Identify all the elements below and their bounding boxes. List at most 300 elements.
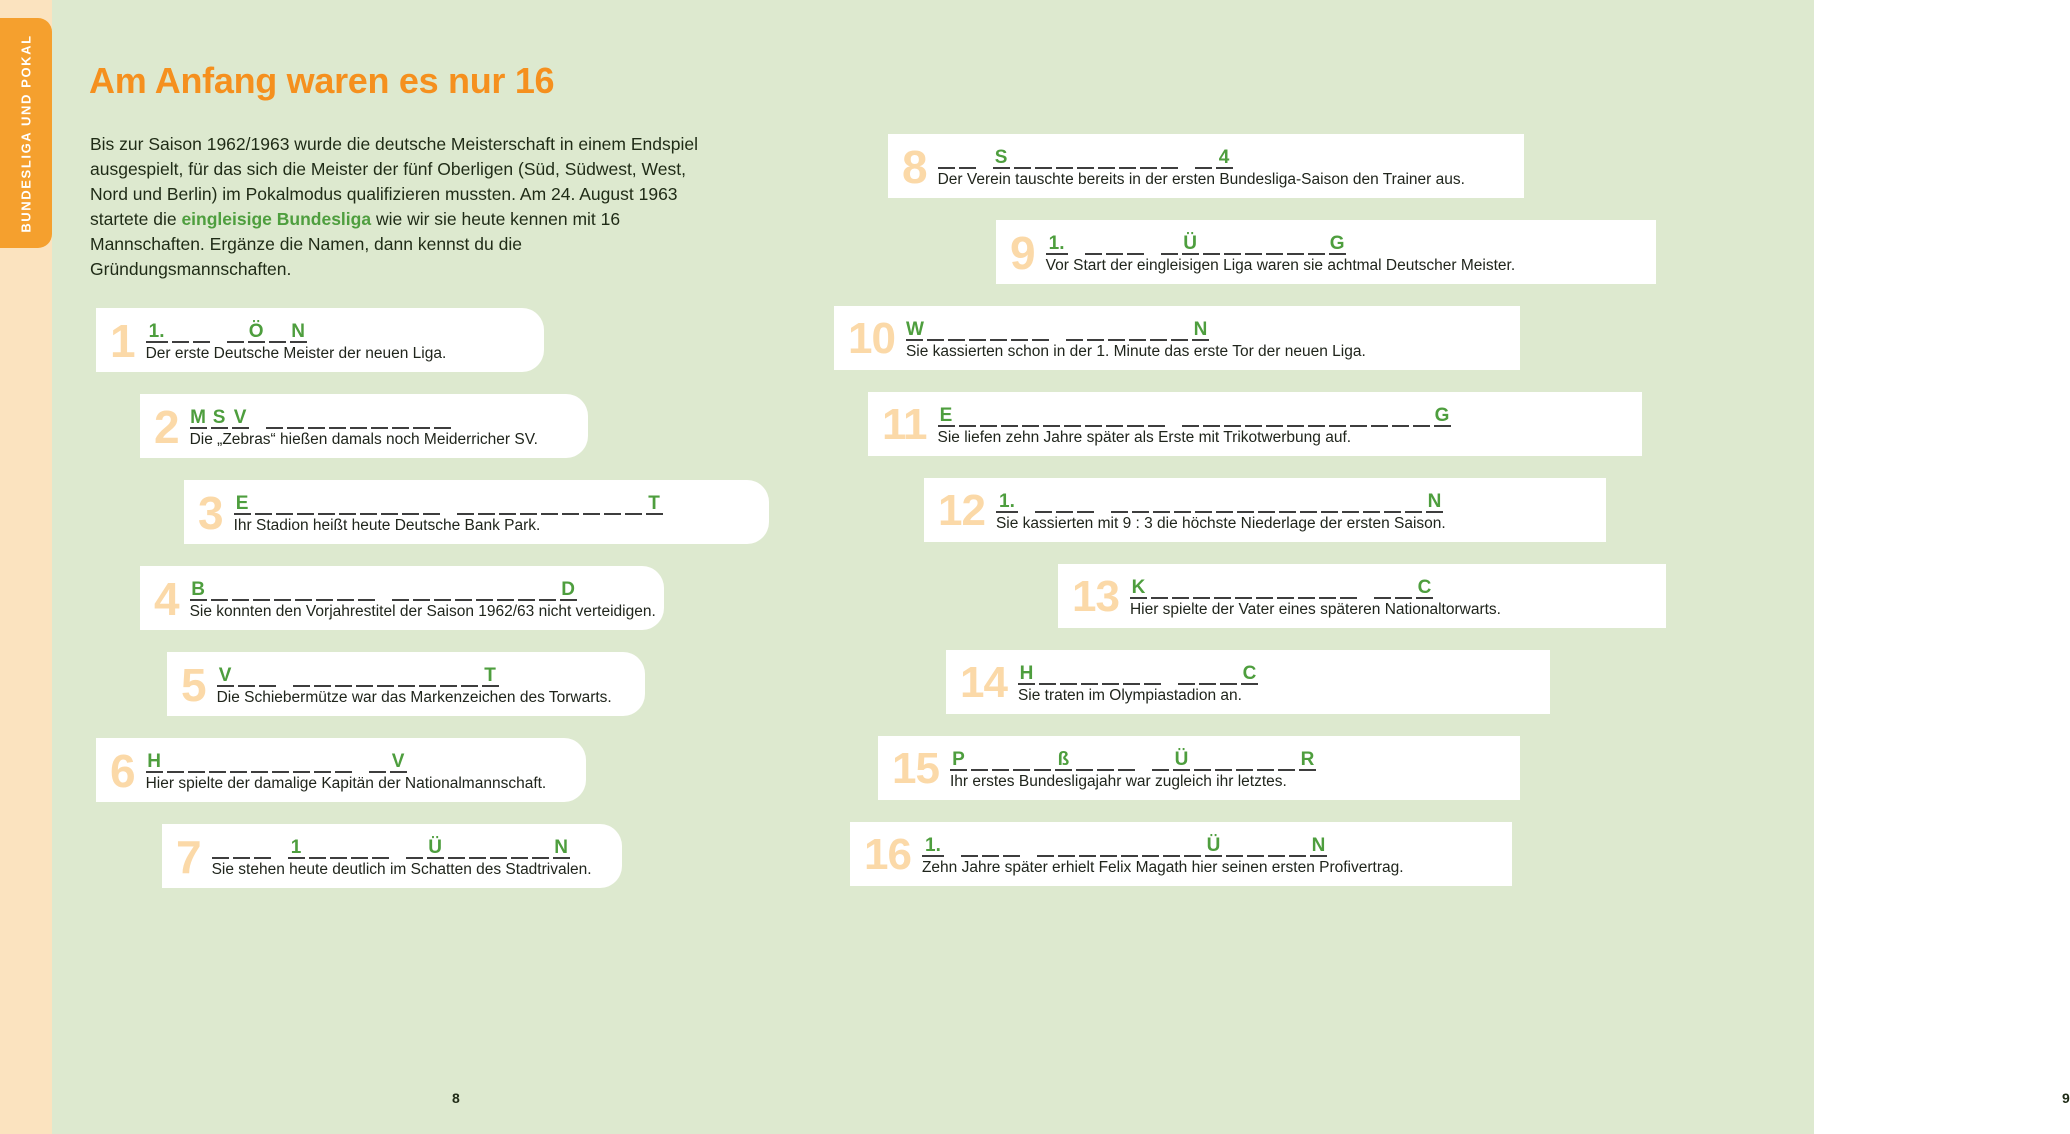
puzzle-answer-slots[interactable] xyxy=(950,745,1320,771)
blank-slot[interactable] xyxy=(295,579,312,601)
blank-slot[interactable] xyxy=(351,837,368,859)
blank-slot[interactable] xyxy=(1171,319,1188,341)
intro-highlight: eingleisige Bundesliga xyxy=(181,208,372,229)
blank-slot[interactable] xyxy=(1245,233,1262,255)
puzzle-card[interactable] xyxy=(162,824,622,888)
blank-slot[interactable] xyxy=(1256,577,1273,599)
blank-slot[interactable] xyxy=(499,493,516,515)
blank-slot[interactable] xyxy=(1278,749,1295,771)
blank-slot[interactable] xyxy=(520,493,537,515)
puzzle-answer-slots[interactable] xyxy=(234,489,667,515)
puzzle-card-inner xyxy=(868,392,1455,456)
blank-slot[interactable] xyxy=(1178,663,1195,685)
blank-slot[interactable] xyxy=(1111,491,1128,513)
given-letter[interactable]: Ü xyxy=(428,837,442,858)
folio-right: 9 xyxy=(2062,1090,2070,1106)
puzzle-card[interactable] xyxy=(868,392,1642,456)
given-letter[interactable]: 1. xyxy=(146,321,168,343)
given-letter[interactable]: W xyxy=(905,319,924,340)
blank-slot[interactable] xyxy=(518,579,535,601)
blank-slot[interactable] xyxy=(1097,749,1114,771)
blank-slot[interactable] xyxy=(293,665,310,687)
given-letter[interactable]: V xyxy=(232,407,249,429)
puzzle-card[interactable] xyxy=(96,738,586,802)
blank-slot[interactable] xyxy=(1224,233,1241,255)
puzzle-item-number: 10 xyxy=(848,314,895,363)
blank-slot[interactable] xyxy=(938,147,955,169)
blank-slot[interactable] xyxy=(233,837,250,859)
puzzle-item-hint: Sie konnten den Vorjahrestitel der Saison 1962/63 nicht verteidigen. xyxy=(189,603,656,620)
blank-slot[interactable] xyxy=(1011,319,1028,341)
blank-slot[interactable] xyxy=(212,837,229,859)
given-letter[interactable]: R xyxy=(1300,749,1315,770)
blank-slot[interactable] xyxy=(329,407,346,429)
blank-slot[interactable] xyxy=(434,407,451,429)
puzzle-item-number: 13 xyxy=(1072,572,1119,621)
blank-slot[interactable] xyxy=(1195,491,1212,513)
blank-slot[interactable] xyxy=(1161,147,1178,169)
blank-slot[interactable] xyxy=(478,493,495,515)
blank-slot[interactable] xyxy=(211,579,228,601)
given-letter[interactable]: V xyxy=(390,751,407,773)
blank-slot[interactable] xyxy=(1245,405,1262,427)
blank-slot[interactable] xyxy=(604,493,621,515)
puzzle-item-body xyxy=(938,401,1455,447)
blank-slot[interactable] xyxy=(1022,405,1039,427)
puzzle-answer-slots[interactable] xyxy=(212,833,592,859)
blank-slot[interactable] xyxy=(583,493,600,515)
blank-slot[interactable] xyxy=(1413,405,1430,427)
blank-slot[interactable] xyxy=(369,751,386,773)
puzzle-card-inner xyxy=(878,736,1320,800)
blank-slot[interactable] xyxy=(392,579,409,601)
puzzle-item-hint: Der erste Deutsche Meister der neuen Liga. xyxy=(145,345,447,362)
blank-slot[interactable] xyxy=(1266,405,1283,427)
puzzle-item-number: 14 xyxy=(960,658,1007,707)
puzzle-answer-slots[interactable] xyxy=(938,143,1465,169)
puzzle-item-hint: Sie traten im Olympiastadion an. xyxy=(1017,687,1242,704)
given-letter[interactable]: N xyxy=(1311,835,1326,856)
blank-slot[interactable] xyxy=(455,579,472,601)
blank-slot[interactable] xyxy=(293,751,310,773)
puzzle-item-number: 7 xyxy=(176,831,201,883)
blank-slot[interactable] xyxy=(266,407,283,429)
puzzle-card[interactable] xyxy=(924,478,1606,542)
blank-slot[interactable] xyxy=(1001,405,1018,427)
blank-slot[interactable] xyxy=(238,665,255,687)
blank-slot[interactable] xyxy=(948,319,965,341)
blank-slot[interactable] xyxy=(476,579,493,601)
blank-slot[interactable] xyxy=(1247,835,1264,857)
puzzle-card[interactable] xyxy=(888,134,1524,198)
blank-slot[interactable] xyxy=(1060,663,1077,685)
blank-slot[interactable] xyxy=(1035,147,1052,169)
given-letter[interactable]: P xyxy=(950,749,967,771)
blank-slot[interactable] xyxy=(1144,663,1161,685)
blank-slot[interactable] xyxy=(1279,491,1296,513)
puzzle-card-inner xyxy=(162,824,592,888)
puzzle-answer-slots[interactable] xyxy=(217,661,612,687)
blank-slot[interactable] xyxy=(1329,405,1346,427)
blank-slot[interactable] xyxy=(1152,749,1169,771)
given-letter[interactable]: K xyxy=(1131,577,1146,598)
blank-slot[interactable] xyxy=(392,407,409,429)
blank-slot[interactable] xyxy=(1127,233,1144,255)
blank-slot[interactable] xyxy=(1087,319,1104,341)
blank-slot[interactable] xyxy=(398,665,415,687)
puzzle-item-body xyxy=(996,487,1447,533)
blank-slot[interactable] xyxy=(188,751,205,773)
blank-slot[interactable] xyxy=(1132,491,1149,513)
blank-slot[interactable] xyxy=(1194,749,1211,771)
blank-slot[interactable] xyxy=(1193,577,1210,599)
puzzle-card[interactable] xyxy=(1058,564,1666,628)
blank-slot[interactable] xyxy=(1148,405,1165,427)
blank-slot[interactable] xyxy=(1203,233,1220,255)
blank-slot[interactable] xyxy=(1203,405,1220,427)
blank-slot[interactable] xyxy=(1076,749,1093,771)
given-letter[interactable]: H xyxy=(147,751,161,772)
blank-slot[interactable] xyxy=(1289,835,1306,857)
given-letter[interactable]: S xyxy=(211,407,228,429)
blank-slot[interactable] xyxy=(1079,835,1096,857)
puzzle-answer-slots[interactable] xyxy=(922,831,1404,857)
blank-slot[interactable] xyxy=(1077,147,1094,169)
puzzle-answer-slots[interactable] xyxy=(190,575,656,601)
blank-slot[interactable] xyxy=(1268,835,1285,857)
blank-slot[interactable] xyxy=(1153,491,1170,513)
blank-slot[interactable] xyxy=(1066,319,1083,341)
puzzle-item-hint: Sie liefen zehn Jahre später als Erste mit Trikotwerbung auf. xyxy=(937,429,1352,446)
blank-slot[interactable] xyxy=(1142,835,1159,857)
blank-slot[interactable] xyxy=(406,837,423,859)
given-letter[interactable]: T xyxy=(482,665,499,687)
blank-slot[interactable] xyxy=(413,407,430,429)
blank-slot[interactable] xyxy=(314,751,331,773)
blank-slot[interactable] xyxy=(402,493,419,515)
blank-slot[interactable] xyxy=(980,405,997,427)
puzzle-card-inner xyxy=(924,478,1447,542)
given-letter[interactable]: Ü xyxy=(1183,233,1197,254)
puzzle-answer-slots[interactable] xyxy=(1130,573,1501,599)
puzzle-card[interactable] xyxy=(878,736,1520,800)
blank-slot[interactable] xyxy=(419,665,436,687)
blank-slot[interactable] xyxy=(1014,147,1031,169)
blank-slot[interactable] xyxy=(1039,663,1056,685)
blank-slot[interactable] xyxy=(625,493,642,515)
blank-slot[interactable] xyxy=(1129,319,1146,341)
blank-slot[interactable] xyxy=(461,665,478,687)
given-letter[interactable]: 1. xyxy=(996,491,1018,513)
blank-slot[interactable] xyxy=(1199,663,1216,685)
blank-slot[interactable] xyxy=(982,835,999,857)
blank-slot[interactable] xyxy=(1235,577,1252,599)
blank-slot[interactable] xyxy=(1151,577,1168,599)
blank-slot[interactable] xyxy=(497,579,514,601)
blank-slot[interactable] xyxy=(1100,835,1117,857)
blank-slot[interactable] xyxy=(1216,491,1233,513)
blank-slot[interactable] xyxy=(1081,663,1098,685)
blank-slot[interactable] xyxy=(1287,405,1304,427)
blank-slot[interactable] xyxy=(1214,577,1231,599)
blank-slot[interactable] xyxy=(335,751,352,773)
given-letter[interactable]: D xyxy=(561,579,575,600)
blank-slot[interactable] xyxy=(539,579,556,601)
puzzle-card-inner xyxy=(140,394,538,458)
given-letter[interactable]: M xyxy=(190,407,206,428)
given-letter[interactable]: S xyxy=(993,147,1010,169)
given-letter[interactable]: E xyxy=(938,405,955,427)
blank-slot[interactable] xyxy=(457,493,474,515)
given-letter[interactable]: 1. xyxy=(1046,233,1068,255)
puzzle-answer-slots[interactable] xyxy=(996,487,1447,513)
blank-slot[interactable] xyxy=(269,321,286,343)
blank-slot[interactable] xyxy=(1371,405,1388,427)
blank-slot[interactable] xyxy=(337,579,354,601)
blank-slot[interactable] xyxy=(1150,319,1167,341)
blank-slot[interactable] xyxy=(360,493,377,515)
blank-slot[interactable] xyxy=(1342,491,1359,513)
blank-slot[interactable] xyxy=(1321,491,1338,513)
blank-slot[interactable] xyxy=(1085,405,1102,427)
blank-slot[interactable] xyxy=(1237,491,1254,513)
blank-slot[interactable] xyxy=(1182,405,1199,427)
puzzle-item-body xyxy=(212,833,592,879)
blank-slot[interactable] xyxy=(1395,577,1412,599)
blank-slot[interactable] xyxy=(372,837,389,859)
blank-slot[interactable] xyxy=(297,493,314,515)
given-letter[interactable]: B xyxy=(191,579,205,600)
blank-slot[interactable] xyxy=(1405,491,1422,513)
puzzle-answer-slots[interactable] xyxy=(1046,229,1516,255)
blank-slot[interactable] xyxy=(1058,835,1075,857)
puzzle-answer-slots[interactable] xyxy=(906,315,1366,341)
blank-slot[interactable] xyxy=(1277,577,1294,599)
blank-slot[interactable] xyxy=(490,837,507,859)
given-letter[interactable]: N xyxy=(1193,319,1208,340)
blank-slot[interactable] xyxy=(1392,405,1409,427)
given-letter[interactable]: C xyxy=(1242,663,1257,684)
blank-slot[interactable] xyxy=(254,837,271,859)
blank-slot[interactable] xyxy=(309,837,326,859)
blank-slot[interactable] xyxy=(992,749,1009,771)
blank-slot[interactable] xyxy=(272,751,289,773)
given-letter[interactable]: V xyxy=(217,665,234,687)
blank-slot[interactable] xyxy=(1340,577,1357,599)
blank-slot[interactable] xyxy=(1106,405,1123,427)
puzzle-answer-slots[interactable] xyxy=(146,747,547,773)
puzzle-answer-slots[interactable] xyxy=(938,401,1455,427)
given-letter[interactable]: ß xyxy=(1055,749,1072,771)
blank-slot[interactable] xyxy=(358,579,375,601)
given-letter[interactable]: C xyxy=(1417,577,1432,598)
blank-slot[interactable] xyxy=(1350,405,1367,427)
puzzle-item-body xyxy=(922,831,1404,877)
blank-slot[interactable] xyxy=(1266,233,1283,255)
blank-slot[interactable] xyxy=(172,321,189,343)
blank-slot[interactable] xyxy=(1161,233,1178,255)
blank-slot[interactable] xyxy=(1308,233,1325,255)
puzzle-card[interactable] xyxy=(140,394,588,458)
blank-slot[interactable] xyxy=(209,751,226,773)
puzzle-card[interactable] xyxy=(184,480,769,544)
blank-slot[interactable] xyxy=(316,579,333,601)
blank-slot[interactable] xyxy=(314,665,331,687)
blank-slot[interactable] xyxy=(255,493,272,515)
blank-slot[interactable] xyxy=(274,579,291,601)
given-letter[interactable]: Ü xyxy=(1206,835,1221,856)
blank-slot[interactable] xyxy=(1123,663,1140,685)
puzzle-answer-slots[interactable] xyxy=(146,317,447,343)
blank-slot[interactable] xyxy=(1056,147,1073,169)
blank-slot[interactable] xyxy=(959,147,976,169)
puzzle-item-body xyxy=(1046,229,1516,275)
blank-slot[interactable] xyxy=(259,665,276,687)
blank-slot[interactable] xyxy=(287,407,304,429)
blank-slot[interactable] xyxy=(1172,577,1189,599)
blank-slot[interactable] xyxy=(308,407,325,429)
given-letter[interactable]: T xyxy=(646,493,663,515)
blank-slot[interactable] xyxy=(961,835,978,857)
given-letter[interactable]: G xyxy=(1329,233,1345,254)
blank-slot[interactable] xyxy=(448,837,465,859)
given-letter[interactable]: Ü xyxy=(1174,749,1189,770)
blank-slot[interactable] xyxy=(1298,577,1315,599)
blank-slot[interactable] xyxy=(1013,749,1030,771)
blank-slot[interactable] xyxy=(969,319,986,341)
blank-slot[interactable] xyxy=(1121,835,1138,857)
blank-slot[interactable] xyxy=(1140,147,1157,169)
blank-slot[interactable] xyxy=(1085,233,1102,255)
puzzle-card-inner xyxy=(850,822,1404,886)
blank-slot[interactable] xyxy=(1043,405,1060,427)
blank-slot[interactable] xyxy=(1195,147,1212,169)
blank-slot[interactable] xyxy=(1184,835,1201,857)
blank-slot[interactable] xyxy=(1077,491,1094,513)
blank-slot[interactable] xyxy=(1035,491,1052,513)
blank-slot[interactable] xyxy=(381,493,398,515)
puzzle-answer-slots[interactable] xyxy=(190,403,538,429)
blank-slot[interactable] xyxy=(1056,491,1073,513)
blank-slot[interactable] xyxy=(562,493,579,515)
puzzle-card[interactable] xyxy=(96,308,544,372)
blank-slot[interactable] xyxy=(1236,749,1253,771)
given-letter[interactable]: 4 xyxy=(1216,147,1233,169)
blank-slot[interactable] xyxy=(193,321,210,343)
blank-slot[interactable] xyxy=(511,837,528,859)
blank-slot[interactable] xyxy=(1319,577,1336,599)
blank-slot[interactable] xyxy=(371,407,388,429)
blank-slot[interactable] xyxy=(339,493,356,515)
blank-slot[interactable] xyxy=(227,321,244,343)
blank-slot[interactable] xyxy=(350,407,367,429)
blank-slot[interactable] xyxy=(1363,491,1380,513)
blank-slot[interactable] xyxy=(1003,835,1020,857)
given-letter[interactable]: N xyxy=(291,321,305,342)
blank-slot[interactable] xyxy=(335,665,352,687)
puzzle-card[interactable] xyxy=(946,650,1550,714)
blank-slot[interactable] xyxy=(927,319,944,341)
blank-slot[interactable] xyxy=(440,665,457,687)
blank-slot[interactable] xyxy=(1215,749,1232,771)
blank-slot[interactable] xyxy=(971,749,988,771)
blank-slot[interactable] xyxy=(1106,233,1123,255)
blank-slot[interactable] xyxy=(1258,491,1275,513)
given-letter[interactable]: N xyxy=(1427,491,1442,512)
blank-slot[interactable] xyxy=(959,405,976,427)
given-letter[interactable]: N xyxy=(554,837,568,858)
blank-slot[interactable] xyxy=(1119,147,1136,169)
puzzle-card[interactable] xyxy=(850,822,1512,886)
puzzle-item-hint: Sie stehen heute deutlich im Schatten des Stadtrivalen. xyxy=(211,861,592,878)
puzzle-card-inner xyxy=(946,650,1262,714)
puzzle-item-hint: Hier spielte der Vater eines späteren Nationaltorwarts. xyxy=(1129,601,1501,618)
blank-slot[interactable] xyxy=(330,837,347,859)
blank-slot[interactable] xyxy=(990,319,1007,341)
blank-slot[interactable] xyxy=(1037,835,1054,857)
blank-slot[interactable] xyxy=(1098,147,1115,169)
blank-slot[interactable] xyxy=(377,665,394,687)
blank-slot[interactable] xyxy=(1374,577,1391,599)
blank-slot[interactable] xyxy=(1224,405,1241,427)
blank-slot[interactable] xyxy=(253,579,270,601)
blank-slot[interactable] xyxy=(318,493,335,515)
blank-slot[interactable] xyxy=(232,579,249,601)
blank-slot[interactable] xyxy=(1032,319,1049,341)
blank-slot[interactable] xyxy=(1064,405,1081,427)
blank-slot[interactable] xyxy=(1257,749,1274,771)
blank-slot[interactable] xyxy=(469,837,486,859)
blank-slot[interactable] xyxy=(230,751,247,773)
given-letter[interactable]: Ö xyxy=(248,321,264,342)
given-letter[interactable]: 1. xyxy=(922,835,944,857)
given-letter[interactable]: 1 xyxy=(288,837,305,859)
blank-slot[interactable] xyxy=(532,837,549,859)
puzzle-card[interactable] xyxy=(996,220,1656,284)
blank-slot[interactable] xyxy=(1174,491,1191,513)
blank-slot[interactable] xyxy=(1300,491,1317,513)
puzzle-card[interactable] xyxy=(140,566,664,630)
puzzle-item-body xyxy=(217,661,612,707)
blank-slot[interactable] xyxy=(413,579,430,601)
puzzle-answer-slots[interactable] xyxy=(1018,659,1262,685)
blank-slot[interactable] xyxy=(1220,663,1237,685)
given-letter[interactable]: E xyxy=(234,493,251,515)
puzzle-card[interactable] xyxy=(834,306,1520,370)
blank-slot[interactable] xyxy=(434,579,451,601)
given-letter[interactable]: H xyxy=(1019,663,1034,684)
blank-slot[interactable] xyxy=(1108,319,1125,341)
blank-slot[interactable] xyxy=(167,751,184,773)
blank-slot[interactable] xyxy=(1308,405,1325,427)
blank-slot[interactable] xyxy=(356,665,373,687)
blank-slot[interactable] xyxy=(1226,835,1243,857)
puzzle-item-body xyxy=(906,315,1366,361)
blank-slot[interactable] xyxy=(1163,835,1180,857)
blank-slot[interactable] xyxy=(1118,749,1135,771)
puzzle-card[interactable] xyxy=(167,652,645,716)
blank-slot[interactable] xyxy=(1102,663,1119,685)
blank-slot[interactable] xyxy=(251,751,268,773)
blank-slot[interactable] xyxy=(1127,405,1144,427)
blank-slot[interactable] xyxy=(1287,233,1304,255)
blank-slot[interactable] xyxy=(276,493,293,515)
blank-slot[interactable] xyxy=(1034,749,1051,771)
given-letter[interactable]: G xyxy=(1434,405,1450,426)
blank-slot[interactable] xyxy=(541,493,558,515)
blank-slot[interactable] xyxy=(1384,491,1401,513)
blank-slot[interactable] xyxy=(423,493,440,515)
